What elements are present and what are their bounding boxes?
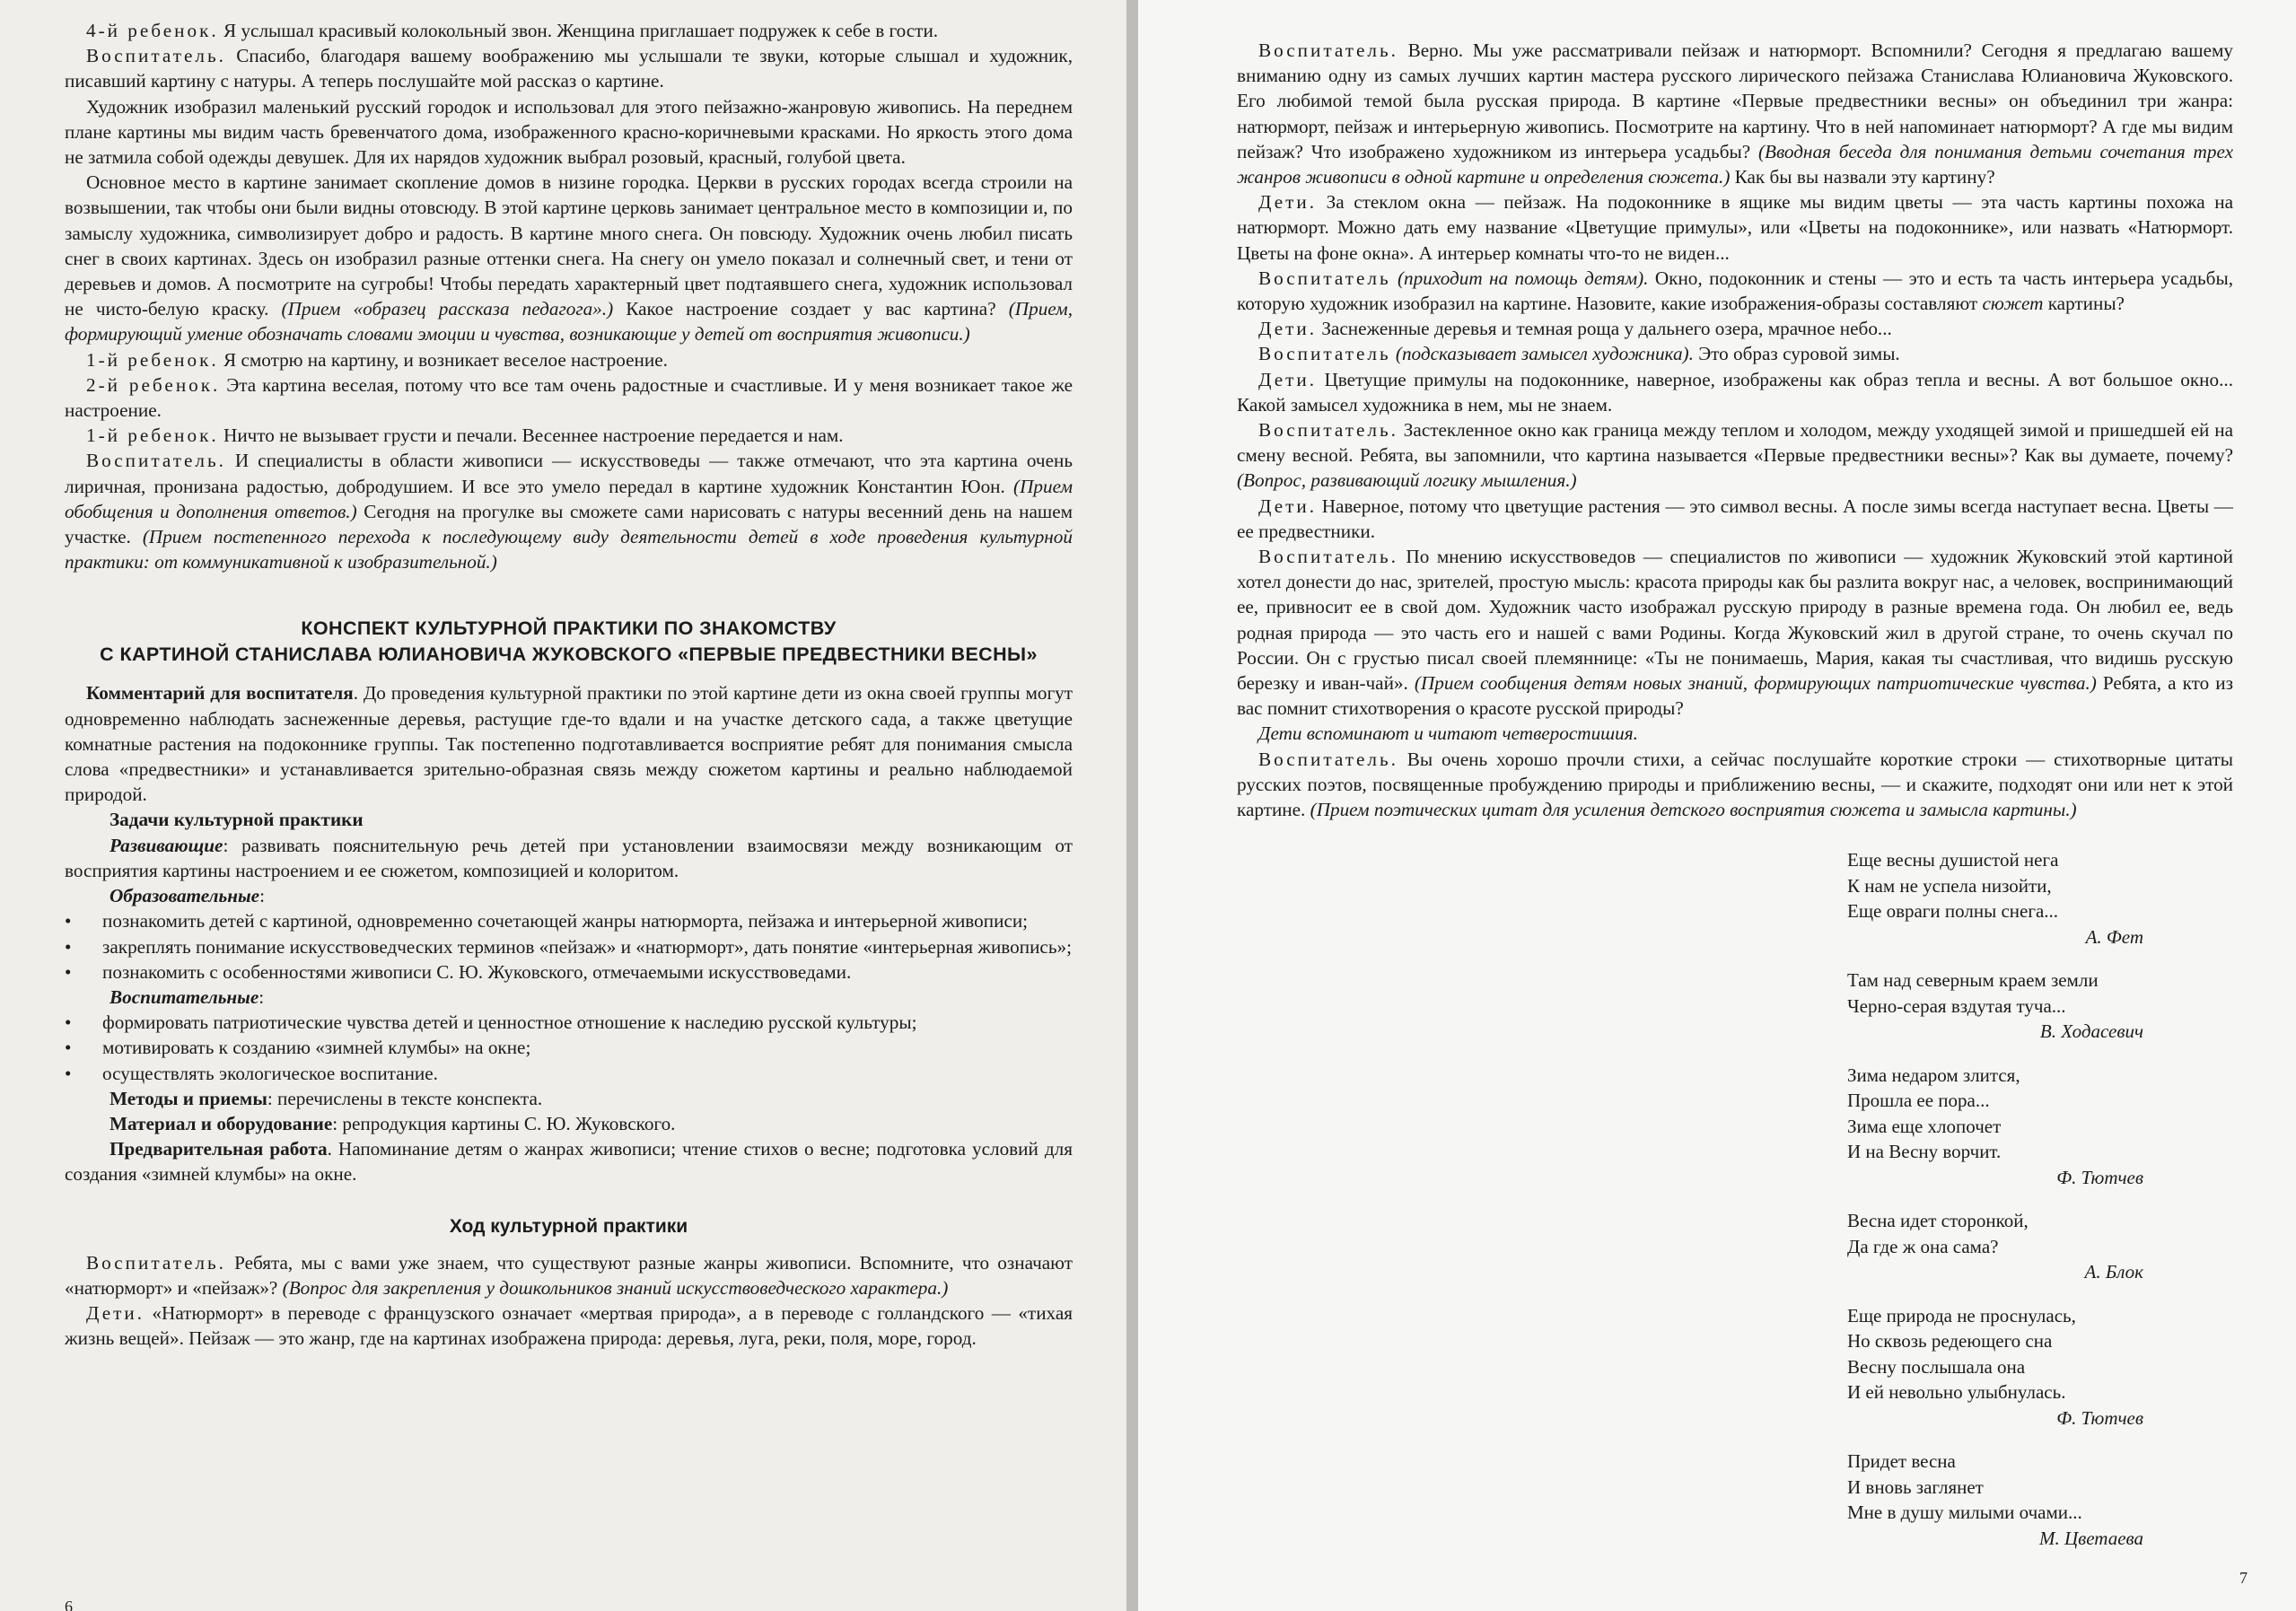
section-title: КОНСПЕКТ КУЛЬТУРНОЙ ПРАКТИКИ ПО ЗНАКОМСТВУ С КАРТИНОЙ СТАНИСЛАВА ЮЛИАНОВИЧА ЖУКОВСКОГО «ПЕРВЫЕ ПРЕДВЕСТНИКИ ВЕСНЫ» (100, 617, 1038, 666)
poem-stanza: Еще весны душистой нега К нам не успела низойти, Еще овраги полны снега... А. Фет (1847, 847, 2143, 950)
list-item: • познакомить детей с картиной, одновременно сочетающей жанры натюрморта, пейзажа и интерьерной живописи; (65, 910, 1029, 932)
page-number: 6 (65, 1598, 73, 1611)
list-item: • мотивировать к созданию «зимней клумбы» на окне; (65, 1037, 531, 1059)
course-heading: Ход культурной практики (449, 1215, 688, 1237)
poem-author: Ф. Тютчев (2056, 1166, 2143, 1188)
poem-stanza: Зима недаром злится, Прошла ее пора... Зима еще хлопочет И на Весну ворчит. Ф. Тютчев (1847, 1063, 2143, 1191)
poem-stanza: Еще природа не проснулась, Но сквозь редеющего сна Весну послышала она И ей невольно улыбнулась. Ф. Тютчев (1847, 1303, 2143, 1432)
paragraph: Предварительная работа. Напоминание детям о жанрах живописи; чтение стихов о весне; подготовка условий для создания «зимней клумбы» на окне. (65, 1138, 1073, 1186)
poem-stanza: Там над северным краем земли Черно-серая вздутая туча... В. Ходасевич (1847, 967, 2143, 1045)
paragraph: Методы и приемы: перечислены в тексте конспекта. (110, 1087, 543, 1109)
paragraph: Развивающие: развивать пояснительную речь детей при установлении взаимосвязи между возникающим от восприятия картины настроением и ее сюжетом, композицией и колоритом. (65, 834, 1073, 881)
paragraph: Воспитатель (приходит на помощь детям). Окно, подоконник и стены — это и есть та часть интерьера усадьбы, которую художник изобразил на картине. Назовите, какие изображения-образы составляют сюжет картины? (1237, 267, 2233, 315)
poem-quotes (1847, 847, 2143, 1551)
paragraph: Воспитатель. Верно. Мы уже рассматривали пейзаж и натюрморт. Вспомнили? Сегодня я предлагаю вашему вниманию одну из самых лучших картин мастера русского лирического пейзажа Станислава Юлиановича Жуковского. Его любимой темой была русская природа. В картине «Первые предвестники весны» он объединил три жанра: натюрморт, пейзаж и интерьерную живопись. Посмотрите на картину. Что в ней напоминает натюрморт? А где мы видим пейзаж? Что изображено художником из интерьера усадьбы? (Вводная беседа для понимания детьми сочетания трех жанров живописи в одной картине и определения сюжета.) Как бы вы назвали эту картину? (1237, 39, 2233, 188)
paragraph: 4-й ребенок. Я услышал красивый колокольный звон. Женщина приглашает подружек к себе в гости. (86, 20, 939, 41)
list-item: • закреплять понимание искусствоведческих терминов «пейзаж» и «натюрморт», дать понятие «интерьерная живопись»; (65, 935, 1072, 958)
poem-stanza: Придет весна И вновь заглянет Мне в душу милыми очами... М. Цветаева (1847, 1449, 2143, 1551)
page-number: 7 (2239, 1569, 2248, 1587)
poem-author: М. Цветаева (2038, 1527, 2143, 1549)
poem-author: А. Фет (2085, 925, 2143, 948)
list-item: • познакомить с особенностями живописи С. Ю. Жуковского, отмечаемыми искусствоведами. (65, 960, 852, 983)
list-item: • осуществлять экологическое воспитание. (65, 1062, 438, 1084)
paragraph: Дети. Наверное, потому что цветущие растения — это символ весны. А после зимы всегда наступает весна. Цветы — ее предвестники. (1237, 495, 2233, 542)
paragraph: Воспитатель. Ребята, мы с вами уже знаем, что существуют разные жанры живописи. Вспомните, что означают «натюрморт» и «пейзаж»? (Вопрос для закрепления у дошкольников знаний искусствоведческого характера.) (65, 1251, 1073, 1299)
poem-author: Ф. Тютчев (2056, 1406, 2143, 1429)
paragraph: Основное место в картине занимает скопление домов в низине городка. Церкви в русских городах всегда строили на возвышении, так чтобы они были видны отовсюду. В этой картине церковь занимает центральное место в композиции и, по замыслу художника, символизирует добро и радость. В картине много снега. Он повсюду. Художник очень любил писать снег в своих картинах. Здесь он изобразил разные оттенки снега. На снегу он умело показал и солнечный свет, и тени от деревьев и домов. А посмотрите на сугробы! Чтобы передать характерный цвет подтаявшего снега, художник использовал не чисто-белую краску. (Прием «образец рассказа педагога».) Какое настроение создает у вас картина? (Прием, формирующий умение обозначать словами эмоции и чувства, возникающие у детей от восприятия живописи.) (65, 171, 1073, 346)
paragraph: Воспитатель. Вы очень хорошо прочли стихи, а сейчас послушайте короткие строки — стихотворные цитаты русских поэтов, посвященные пробуждению природы и приближению весны, — и скажите, подходят они или нет к этой картине. (Прием поэтических цитат для усиления детского восприятия сюжета и замысла картины.) (1237, 748, 2233, 821)
vos-heading: Воспитательные: (110, 985, 265, 1008)
paragraph: Воспитатель. Застекленное окно как граница между теплом и холодом, между уходящей зимой и пришедшей ей на смену весной. Ребята, вы запомнили, что картина называется «Первые предвестники весны»? Как вы думаете, почему? (Вопрос, развивающий логику мышления.) (1237, 419, 2233, 492)
paragraph: 1-й ребенок. Ничто не вызывает грусти и печали. Весеннее настроение передается и нам. (86, 425, 844, 447)
comment-paragraph: Комментарий для воспитателя. До проведения культурной практики по этой картине дети из окна своей группы могут одновременно наблюдать заснеженные деревья, растущие где-то вдали и на участке детского сада, а также цветущие комнатные растения на подоконнике группы. Так постепенно подготавливается восприятие ребят для понимания смысла слова «предвестники» и устанавливается зрительно-образная связь между сюжетом картины и реально наблюдаемой природой. (65, 682, 1073, 806)
poem-author: В. Ходасевич (2039, 1020, 2143, 1043)
paragraph: Воспитатель. Спасибо, благодаря вашему воображению мы услышали те звуки, которые слышал и художник, писавший картину с натуры. А теперь послушайте мой рассказ о картине. (65, 45, 1073, 92)
paragraph: Воспитатель (подсказывает замысел художника). Это образ суровой зимы. (1258, 343, 1900, 365)
poem-stanza: Весна идет сторонкой, Да где ж она сама? А. Блок (1847, 1208, 2143, 1285)
paragraph: 2-й ребенок. Эта картина веселая, потому что все там очень радостные и счастливые. И у меня возникает такое же настроение. (65, 373, 1073, 422)
paragraph: Дети вспоминают и читают четверостишия. (1258, 722, 1638, 745)
list-item: • формировать патриотические чувства детей и ценностное отношение к наследию русской культуры; (65, 1011, 917, 1034)
tasks-heading: Задачи культурной практики (110, 809, 364, 831)
edu-heading: Образовательные: (110, 885, 265, 907)
paragraph: Дети. Заснеженные деревья и темная роща у дальнего озера, мрачное небо... (1258, 318, 1892, 340)
book-gutter (1126, 0, 1138, 1611)
left-page (0, 0, 1126, 1611)
poem-author: А. Блок (2084, 1261, 2143, 1283)
paragraph: Материал и оборудование: репродукция картины С. Ю. Жуковского. (110, 1112, 676, 1134)
paragraph: Воспитатель. По мнению искусствоведов — специалистов по живописи — художник Жуковский этой картиной хотел донести до нас, зрителей, простую мысль: красота природы как бы разлита вокруг нас, а человек, воспринимающий ее, привносит ее в свой дом. Художник часто изображал русскую природу в разные времена года. Он любил ее, ведь родная природа — это часть его и нашей с вами Родины. Когда Жуковский жил в другой стране, то очень скучал по России. Он с грустью писал своей племяннице: «Ты не понимаешь, Мария, какая ты счастливая, что видишь русскую березку и иван-чай». (Прием сообщения детям новых знаний, формирующих патриотические чувства.) Ребята, а кто из вас помнит стихотворения о красоте русской природы? (1237, 546, 2234, 720)
right-page (1138, 0, 2296, 1611)
paragraph: Дети. Цветущие примулы на подоконнике, наверное, изображены как образ тепла и весны. А вот большое окно... Какой замысел художника в нем, мы не знаем. (1237, 368, 2233, 416)
paragraph: Воспитатель. И специалисты в области живописи — искусствоведы — также отмечают, что эта картина очень лиричная, пронизана радостью, добродушием. И все это умело передал в картине художник Константин Юон. (Прием обобщения и дополнения ответов.) Сегодня на прогулке вы сможете сами нарисовать с натуры весенний день на нашем участке. (Прием постепенного перехода к последующему виду деятельности детей в ходе проведения культурной практики: от коммуникативной к изобразительной.) (65, 450, 1074, 573)
paragraph: Художник изобразил маленький русский городок и использовал для этого пейзажно-жанровую живопись. На переднем плане картины мы видим часть бревенчатого дома, изображенного красно-коричневыми красками. Но яркость этого дома не затмила собой одежды девушек. Для их нарядов художник выбрал розовый, красный, голубой цвета. (65, 95, 1073, 169)
paragraph: 1-й ребенок. Я смотрю на картину, и возникает веселое настроение. (86, 348, 668, 371)
paragraph: Дети. «Натюрморт» в переводе с французского означает «мертвая природа», а в переводе с голландского — «тихая жизнь вещей». Пейзаж — это жанр, где на картинах изображена природа: деревья, луга, реки, поля, море, город. (65, 1302, 1073, 1350)
paragraph: Дети. За стеклом окна — пейзаж. На подоконнике в ящике мы видим цветы — эта часть картины похожа на натюрморт. Можно дать ему название «Цветущие примулы», или «Цветы на подоконнике», или назвать «Натюрморт. Цветы на фоне окна». А интерьер комнаты что-то не виден... (1237, 191, 2233, 264)
